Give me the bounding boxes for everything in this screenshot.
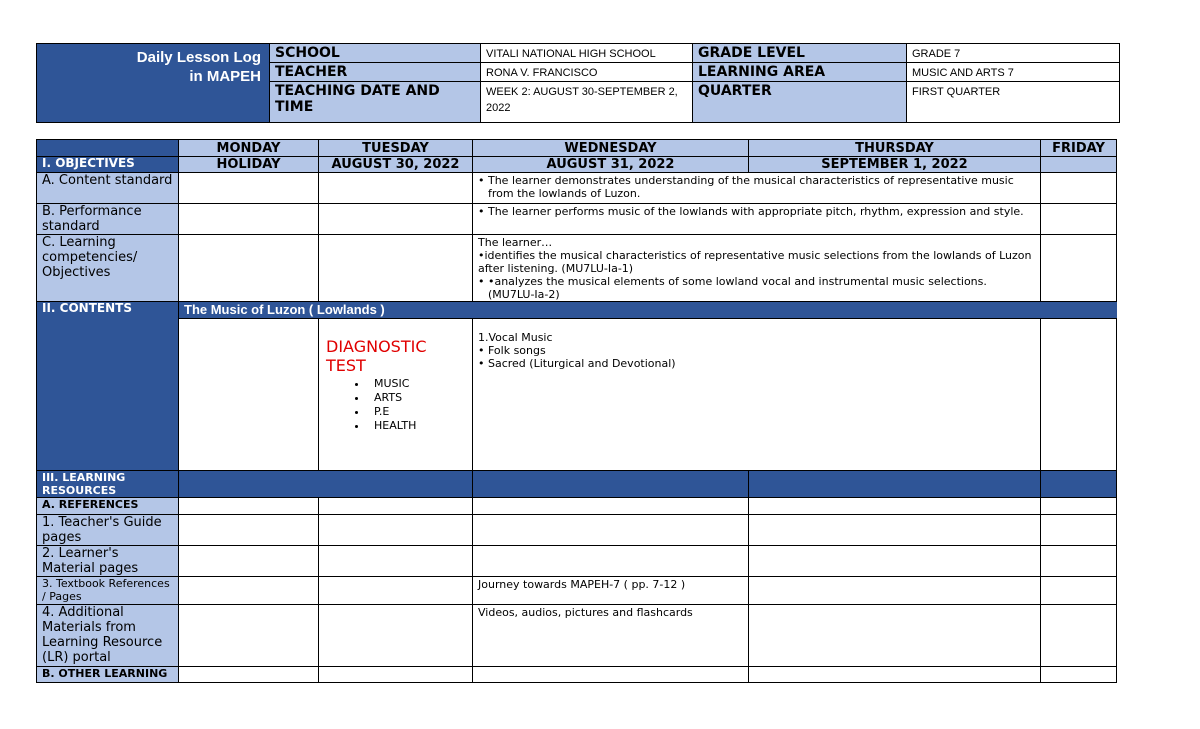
performance-standard-row bbox=[37, 204, 1117, 235]
corner-cell bbox=[37, 140, 179, 157]
title-line-2: in MAPEH bbox=[189, 68, 261, 85]
quarter-label: QUARTER bbox=[693, 82, 907, 123]
quarter-value: FIRST QUARTER bbox=[907, 82, 1120, 123]
day-friday: FRIDAY bbox=[1041, 140, 1117, 157]
references-row bbox=[37, 498, 1117, 515]
additional-materials-row bbox=[37, 605, 1117, 667]
additional-materials-wednesday: Videos, audios, pictures and flashcards bbox=[473, 605, 749, 667]
lesson-log-table bbox=[36, 139, 1117, 683]
header-table bbox=[36, 43, 1120, 123]
day-thursday: THURSDAY bbox=[749, 140, 1041, 157]
competency-2: • •analyzes the musical elements of some lowland vocal and instrumental music selections. (MU7LU-Ia-2) bbox=[478, 275, 987, 301]
competency-1: •identifies the musical characteristics of representative music selections from the lowlands of Luzon after listening. (MU7LU-Ia-1) bbox=[478, 249, 1032, 275]
resources-section-label: III. LEARNING RESOURCES bbox=[37, 471, 179, 498]
contents-wed-2: • Folk songs bbox=[478, 344, 546, 357]
diagnostic-subjects bbox=[324, 377, 467, 433]
textbook-wednesday: Journey towards MAPEH-7 ( pp. 7-12 ) bbox=[473, 577, 749, 605]
subject-pe: • P.E bbox=[368, 405, 467, 419]
performance-standard-text: • The learner performs music of the lowlands with appropriate pitch, rhythm, expression and style. bbox=[478, 205, 1024, 218]
day-wednesday: WEDNESDAY bbox=[473, 140, 749, 157]
day-monday: MONDAY bbox=[179, 140, 319, 157]
content-standard-label: A. Content standard bbox=[37, 173, 179, 204]
competencies-intro: The learner… bbox=[478, 236, 553, 249]
area-value: MUSIC AND ARTS 7 bbox=[907, 63, 1120, 82]
area-label: LEARNING AREA bbox=[693, 63, 907, 82]
performance-standard-label: B. Performance standard bbox=[37, 204, 179, 235]
contents-section-label: II. CONTENTS bbox=[37, 302, 179, 471]
teacher-label: TEACHER bbox=[270, 63, 481, 82]
subject-music: • MUSIC bbox=[368, 377, 467, 391]
school-label: SCHOOL bbox=[270, 44, 481, 63]
learner-material-label: 2. Learner's Material pages bbox=[37, 546, 179, 577]
textbook-row bbox=[37, 577, 1117, 605]
grade-label: GRADE LEVEL bbox=[693, 44, 907, 63]
competencies-label: C. Learning competencies/ Objectives bbox=[37, 235, 179, 302]
school-value: VITALI NATIONAL HIGH SCHOOL bbox=[481, 44, 693, 63]
teacher-guide-row bbox=[37, 515, 1117, 546]
teacher-value: RONA V. FRANCISCO bbox=[481, 63, 693, 82]
additional-materials-label: 4. Additional Materials from Learning Resource (LR) portal bbox=[37, 605, 179, 667]
document-title bbox=[37, 44, 270, 123]
content-standard-text: • The learner demonstrates understanding of the musical characteristics of representative music from the lowlands of Luzon. bbox=[478, 174, 1014, 200]
other-learning-label: B. OTHER LEARNING bbox=[37, 667, 179, 683]
day-tuesday: TUESDAY bbox=[319, 140, 473, 157]
other-learning-row bbox=[37, 667, 1117, 683]
grade-value: GRADE 7 bbox=[907, 44, 1120, 63]
date-label: TEACHING DATE AND TIME bbox=[270, 82, 481, 123]
subject-health: • HEALTH bbox=[368, 419, 467, 433]
references-label: A. REFERENCES bbox=[37, 498, 179, 515]
resources-header-row bbox=[37, 471, 1117, 498]
contents-row bbox=[37, 319, 1117, 471]
diagnostic-cell bbox=[319, 319, 473, 471]
date-wednesday: AUGUST 31, 2022 bbox=[473, 157, 749, 173]
date-value: WEEK 2: AUGUST 30-SEPTEMBER 2, 2022 bbox=[481, 82, 693, 123]
textbook-label: 3. Textbook References / Pages bbox=[37, 577, 179, 605]
teacher-guide-label: 1. Teacher's Guide pages bbox=[37, 515, 179, 546]
competencies-row bbox=[37, 235, 1117, 302]
date-monday: HOLIDAY bbox=[179, 157, 319, 173]
title-line-1: Daily Lesson Log bbox=[136, 49, 261, 66]
contents-wed-1: 1.Vocal Music bbox=[478, 331, 553, 344]
date-thursday: SEPTEMBER 1, 2022 bbox=[749, 157, 1041, 173]
content-standard-row bbox=[37, 173, 1117, 204]
day-header-row bbox=[37, 140, 1117, 157]
contents-header-row bbox=[37, 302, 1117, 319]
contents-title: The Music of Luzon ( Lowlands ) bbox=[179, 302, 1117, 319]
date-friday bbox=[1041, 157, 1117, 173]
subject-arts: • ARTS bbox=[368, 391, 467, 405]
objectives-section-label: I. OBJECTIVES bbox=[37, 157, 179, 173]
contents-wed-3: • Sacred (Liturgical and Devotional) bbox=[478, 357, 676, 370]
date-row bbox=[37, 157, 1117, 173]
learner-material-row bbox=[37, 546, 1117, 577]
diagnostic-test-title: DIAGNOSTIC TEST bbox=[326, 337, 427, 375]
date-tuesday: AUGUST 30, 2022 bbox=[319, 157, 473, 173]
